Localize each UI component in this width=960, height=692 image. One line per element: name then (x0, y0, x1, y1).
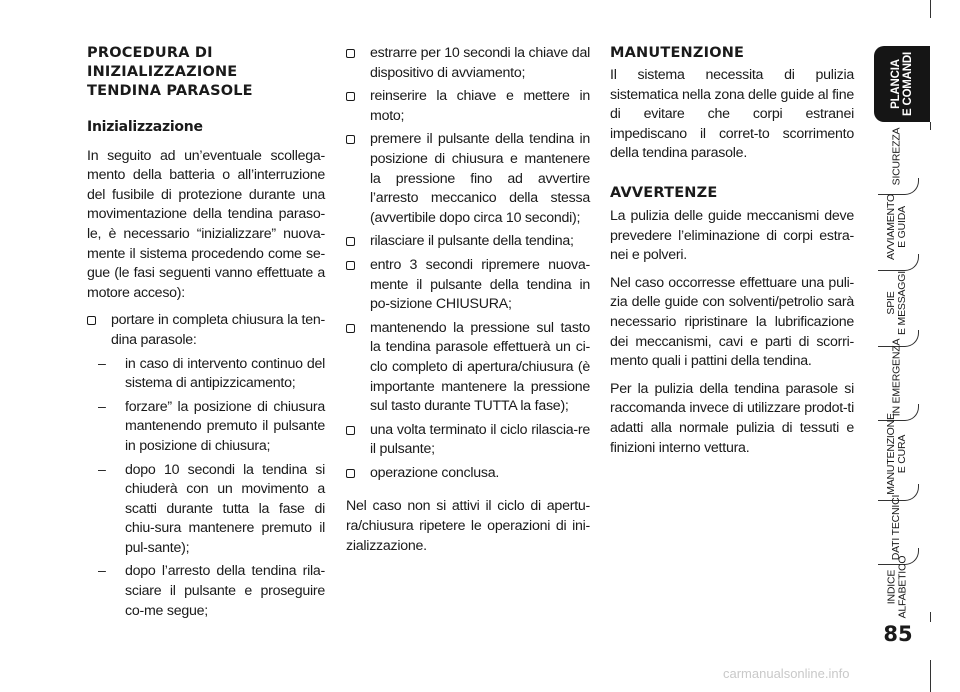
warning-paragraph: Nel caso occorresse effettuare una puli-zia delle guide con solventi/petrolio sarà necessario ripristinare la lubrificazione dei meccanismi, cavi e parti di scorri-mento quali i pattini della tendina. (610, 274, 854, 370)
procedure-title: PROCEDURA DI INIZIALIZZAZIONE TENDINA PARASOLE (87, 45, 253, 99)
warning-paragraph: La pulizia delle guide meccanismi deve prevedere l’eliminazione di corpi estra-nei e polveri. (610, 207, 854, 264)
list-item: premere il pulsante della tendina in posizione di chiusura e mantenere la pressione fino ad avvertire l’arresto meccanico della stessa (avvertibile dopo circa 10 secondi); (346, 130, 590, 228)
checkbox-bullet-icon (346, 324, 355, 333)
tab-plancia-e-comandi[interactable]: PLANCIA E COMANDI (874, 46, 930, 122)
checkbox-bullet-icon (346, 92, 355, 101)
checkbox-bullet-icon (346, 135, 355, 144)
tab-dati-tecnici[interactable]: DATI TECNICI (890, 494, 903, 560)
checkbox-bullet-icon (346, 49, 355, 58)
tab-in-emergenza[interactable]: IN EMERGENZA (890, 338, 903, 416)
watermark: carmanualsonline.info (723, 666, 850, 681)
checkbox-bullet-icon (87, 316, 96, 325)
column-steps (346, 44, 590, 564)
intro-paragraph: In seguito ad un’eventuale scollega-mento della batteria o all’interruzione del fusibile di protezione durante una movimentazione della tendina paraso-le, è necessario “inizializzare” nuova-mente il sistema procedendo come se-gue (le fasi seguenti vanno effettuate a motore acceso): (87, 147, 325, 301)
dash-item: – forzare” la posizione di chiusura mantenendo premuto il pulsante in posizione di chiusura; (98, 398, 325, 454)
dash-icon: – (98, 563, 106, 580)
tab-avviamento-e-guida[interactable]: AVVIAMENTO E GUIDA (885, 194, 909, 260)
maintenance-paragraph: Il sistema necessita di pulizia sistematica nella zona delle guide al fine di evitare che corpi estranei impediscano il corret-to scorrimento della tendina parasole. (610, 67, 854, 162)
maintenance-title: MANUTENZIONE (610, 45, 745, 61)
dash-icon: – (98, 461, 106, 478)
dash-item: – in caso di intervento continuo del sistema di antipizzicamento; (98, 355, 325, 392)
list-item: mantenendo la pressione sul tasto la tendina parasole effettuerà un ci-clo completo di apertura/chiusura (è importante mantenere la pressione sul tasto durante TUTTA la fase); (346, 319, 590, 417)
column-maintenance (610, 44, 854, 466)
checkbox-bullet-icon (346, 469, 355, 478)
list-item: portare in completa chiusura la ten-dina parasole: (87, 311, 325, 350)
dash-item: – dopo 10 secondi la tendina si chiuderà con un movimento a scatti durante tutta la fase di chiu-sura mantenere premuto il pul-sante); (98, 461, 325, 556)
list-item: rilasciare il pulsante della tendina; (346, 232, 590, 252)
list-item: estrarre per 10 secondi la chiave dal dispositivo di avviamento; (346, 44, 590, 83)
list-item: operazione conclusa. (346, 464, 590, 484)
dash-icon: – (98, 355, 106, 372)
dash-icon: – (98, 398, 106, 415)
list-item: reinserire la chiave e mettere in moto; (346, 87, 590, 126)
checkbox-bullet-icon (346, 426, 355, 435)
dash-item: – dopo l’arresto della tendina rila-sciare il pulsante e proseguire co-me segue; (98, 563, 325, 619)
checkbox-bullet-icon (346, 237, 355, 246)
initialization-subtitle: Inizializzazione (87, 119, 203, 135)
page-number: 85 (883, 622, 913, 646)
closing-paragraph: Nel caso non si attivi il ciclo di apertu-ra/chiusura ripetere le operazioni di ini-zializzazione. (346, 498, 590, 554)
tab-sicurezza[interactable]: SICUREZZA (890, 127, 903, 185)
list-item: entro 3 secondi ripremere nuova-mente il pulsante della tendina in po-sizione CHIUSURA; (346, 256, 590, 315)
warning-title: AVVERTENZE (610, 184, 718, 201)
list-item: una volta terminato il ciclo rilascia-re il pulsante; (346, 421, 590, 460)
tab-indice-alfabetico[interactable]: INDICE ALFABETICO (885, 555, 908, 619)
section-tabs (868, 0, 960, 692)
tab-spie-e-messaggi[interactable]: SPIE E MESSAGGI (885, 271, 908, 335)
column-procedure (87, 44, 325, 625)
checkbox-bullet-icon (346, 261, 355, 270)
warning-paragraph: Per la pulizia della tendina parasole si raccomanda invece di utilizzare prodot-ti adatti alla normale pulizia di tessuti e finizioni interno vettura. (610, 380, 854, 456)
tab-manutenzione-e-cura[interactable]: MANUTENZIONE E CURA (885, 413, 909, 495)
